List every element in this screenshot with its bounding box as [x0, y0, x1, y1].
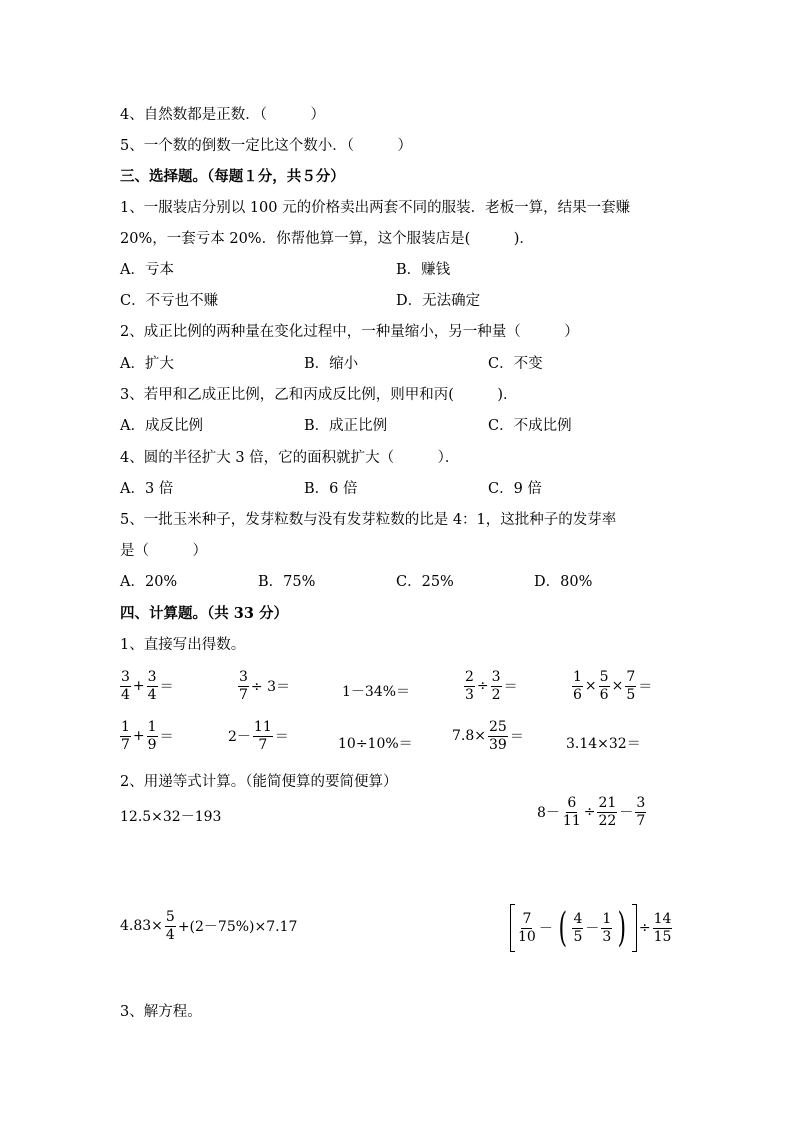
q5-option-a: A．20% — [120, 574, 178, 590]
fraction: $\frac{1}{3}$ — [602, 910, 612, 945]
calc-expr-2: 8－ $\frac{6}{11}$ ÷ $\frac{21}{22}$ － $\frac{3}{7}$ — [537, 795, 646, 829]
section4-title: 四、计算题。（共 33 分） — [120, 605, 289, 622]
q3-option-c: C．不成比例 — [488, 418, 572, 434]
item-text: 自然数都是正数．（ ） — [143, 107, 325, 123]
judge-item-4 — [120, 103, 325, 124]
fraction: $\frac{14}{15}$ — [653, 910, 672, 945]
q4-option-a: A．3 倍 — [120, 481, 174, 497]
left-bracket — [510, 904, 515, 952]
fraction: $\frac{21}{22}$ — [598, 795, 617, 829]
q1-line1: 1、一服装店分别以 100 元的价格卖出两套不同的服装．老板一算，结果一套赚 — [120, 200, 631, 216]
q3-option-b: B．成正比例 — [304, 418, 388, 434]
q5-option-d: D．80% — [534, 574, 593, 590]
q2-text: 2、成正比例的两种量在变化过程中，一种量缩小，另一种量（ ） — [120, 324, 579, 340]
fraction: $\frac{6}{11}$ — [562, 795, 581, 829]
oral-expr-9: 7.8× $\frac{25}{39}$ ＝ — [452, 719, 524, 753]
fraction: $\frac{3}{7}$ — [636, 795, 646, 829]
fraction: $\frac{4}{5}$ — [573, 910, 583, 945]
fraction: $\frac{25}{39}$ — [489, 719, 507, 753]
calc-expr-1: 12.5×32－193 — [120, 809, 222, 825]
sub1-title: 1、直接写出得数。 — [120, 637, 246, 653]
oral-expr-2: $\frac{3}{7}$ ÷ 3＝ — [239, 669, 291, 703]
q1-option-d: D．无法确定 — [396, 293, 481, 309]
sub3-title: 3、解方程。 — [120, 1004, 202, 1020]
fraction: $\frac{7}{5}$ — [626, 669, 636, 703]
oral-expr-7: 2－ $\frac{11}{7}$ ＝ — [228, 719, 289, 753]
q1-option-b: B．赚钱 — [396, 262, 451, 278]
left-paren: ( — [558, 905, 567, 951]
fraction: $\frac{5}{6}$ — [599, 669, 609, 703]
oral-expr-1: $\frac{3}{4}$ + $\frac{3}{4}$ ＝ — [121, 669, 174, 703]
fraction: $\frac{11}{7}$ — [253, 719, 272, 753]
right-paren: ) — [617, 905, 627, 951]
item-text: 一个数的倒数一定比这个数小．（ ） — [143, 138, 412, 154]
q5-line2: 是（ ） — [120, 543, 207, 559]
fraction: $\frac{1}{9}$ — [147, 719, 157, 753]
q1-option-c: C．不亏也不赚 — [120, 293, 219, 309]
fraction: $\frac{1}{7}$ — [121, 719, 130, 753]
q1-option-a: A．亏本 — [120, 262, 174, 278]
right-bracket — [632, 904, 637, 952]
q5-option-c: C．25% — [396, 574, 454, 590]
q2-option-b: B．缩小 — [304, 356, 359, 372]
sub2-title: 2、用递等式计算。（能简便算的要简便算） — [120, 774, 398, 790]
fraction: $\frac{5}{4}$ — [165, 909, 175, 943]
fraction: $\frac{3}{4}$ — [147, 669, 157, 703]
judge-item-5 — [120, 134, 412, 155]
q5-line1: 5、一批玉米种子，发芽粒数与没有发芽粒数的比是 4：1，这批种子的发芽率 — [120, 512, 617, 528]
q4-option-b: B．6 倍 — [304, 481, 358, 497]
fraction: $\frac{2}{3}$ — [465, 669, 474, 703]
item-number: 4、 — [120, 107, 144, 123]
calc-expr-3: 4.83× $\frac{5}{4}$ +(2－75%)×7.17 — [120, 909, 298, 943]
section3-title: 三、选择题。（每题１分，共５分） — [120, 168, 345, 185]
fraction: $\frac{1}{6}$ — [573, 669, 582, 703]
q4-option-c: C．9 倍 — [488, 481, 542, 497]
q4-text: 4、圆的半径扩大 3 倍，它的面积就扩大（ ）． — [120, 450, 460, 466]
oral-expr-10: 3.14×32＝ — [566, 736, 641, 752]
oral-expr-8: 10÷10%＝ — [338, 736, 413, 752]
fraction: $\frac{7}{10}$ — [518, 910, 536, 945]
oral-expr-5: $\frac{1}{6}$ × $\frac{5}{6}$ × $\frac{7}{5}$ ＝ — [573, 669, 653, 703]
q2-option-a: A．扩大 — [120, 356, 174, 372]
oral-expr-3: 1－34%＝ — [342, 684, 411, 700]
q3-text: 3、若甲和乙成正比例，乙和丙成反比例，则甲和丙( )． — [120, 387, 518, 403]
q1-line2: 20%，一套亏本 20%．你帮他算一算，这个服装店是( )． — [120, 231, 534, 247]
item-number: 5、 — [120, 138, 144, 154]
q5-option-b: B．75% — [258, 574, 316, 590]
q3-option-a: A．成反比例 — [120, 418, 203, 434]
q2-option-c: C．不变 — [488, 356, 543, 372]
fraction: $\frac{3}{2}$ — [491, 669, 501, 703]
fraction: $\frac{3}{4}$ — [121, 669, 130, 703]
calc-expr-4: $\frac{7}{10}$ － ( $\frac{4}{5}$ － $\frac{1}{3}$ ) ÷ $\frac{14}{15}$ — [510, 904, 672, 952]
oral-expr-4: $\frac{2}{3}$ ÷ $\frac{3}{2}$ ＝ — [465, 669, 518, 703]
oral-expr-6: $\frac{1}{7}$ + $\frac{1}{9}$ ＝ — [121, 719, 174, 753]
fraction: $\frac{3}{7}$ — [239, 669, 248, 703]
